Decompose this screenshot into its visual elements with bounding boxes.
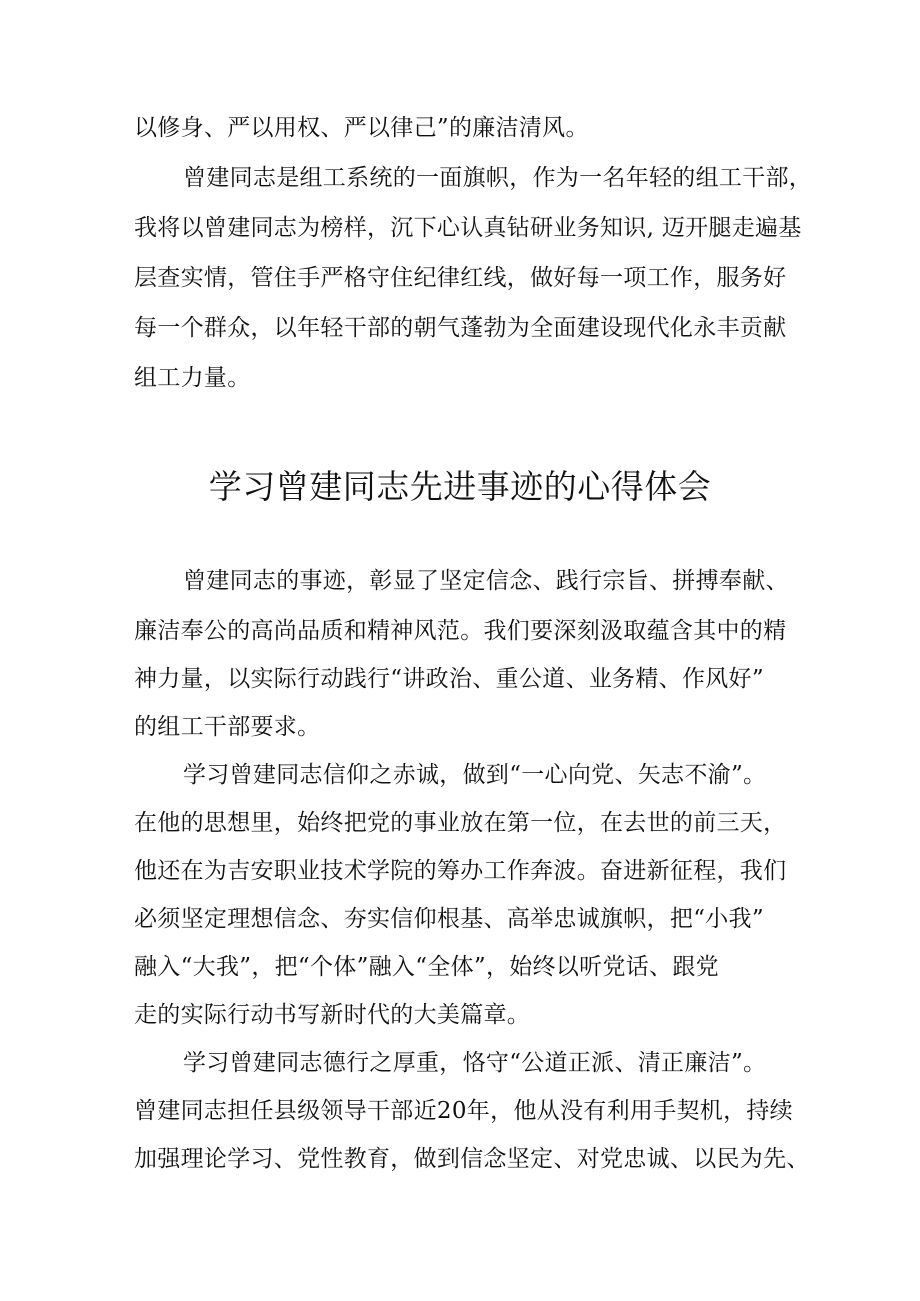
paragraph-line: 学习曾建同志德行之厚重，恪守“公道正派、清正廉洁”。 — [183, 1050, 767, 1076]
document-title: 学习曾建同志先进事迹的心得体会 — [208, 467, 712, 506]
paragraph-line: 学习曾建同志信仰之赤诚，做到“一心向党、矢志不渝”。 — [183, 762, 767, 788]
paragraph-line: 我将以曾建同志为榜样，沉下心认真钻研业务知识, 迈开腿走遍基 — [134, 215, 802, 241]
paragraph-line: 每一个群众，以年轻干部的朝气蓬勃为全面建设现代化永丰贡献 — [134, 315, 787, 341]
paragraph-line: 曾建同志担任县级领导干部近20年，他从没有利用手契机，持续 — [134, 1098, 793, 1124]
paragraph-line: 曾建同志的事迹，彰显了坚定信念、践行宗旨、拼搏奉献、 — [183, 568, 789, 594]
paragraph-line: 层查实情，管住手严格守住纪律红线，做好每一项工作，服务好 — [134, 265, 787, 291]
paragraph-line: 以修身、严以用权、严以律己”的廉洁清风。 — [134, 115, 589, 141]
paragraph-line: 他还在为吉安职业技术学院的筹办工作奔波。奋进新征程，我们 — [134, 858, 787, 884]
paragraph-line: 加强理论学习、党性教育，做到信念坚定、对党忠诚、以民为先、 — [134, 1146, 810, 1172]
paragraph-line: 廉洁奉公的高尚品质和精神风范。我们要深刻汲取蕴含其中的精 — [134, 618, 787, 644]
paragraph-line: 的组工干部要求。 — [134, 714, 321, 740]
paragraph-line: 融入“大我”，把“个体”融入“全体”，始终以听党话、跟党 — [134, 954, 719, 980]
paragraph-line: 必须坚定理想信念、夯实信仰根基、高举忠诚旗帜，把“小我” — [134, 906, 764, 932]
paragraph-line: 曾建同志是组工系统的一面旗帜，作为一名年轻的组工干部， — [183, 165, 813, 191]
paragraph-line: 组工力量。 — [134, 365, 251, 391]
paragraph-line: 走的实际行动书写新时代的大美篇章。 — [134, 1002, 531, 1028]
paragraph-line: 神力量，以实际行动践行“讲政治、重公道、业务精、作风好” — [134, 666, 764, 692]
paragraph-line: 在他的思想里，始终把党的事业放在第一位，在去世的前三天， — [134, 810, 787, 836]
